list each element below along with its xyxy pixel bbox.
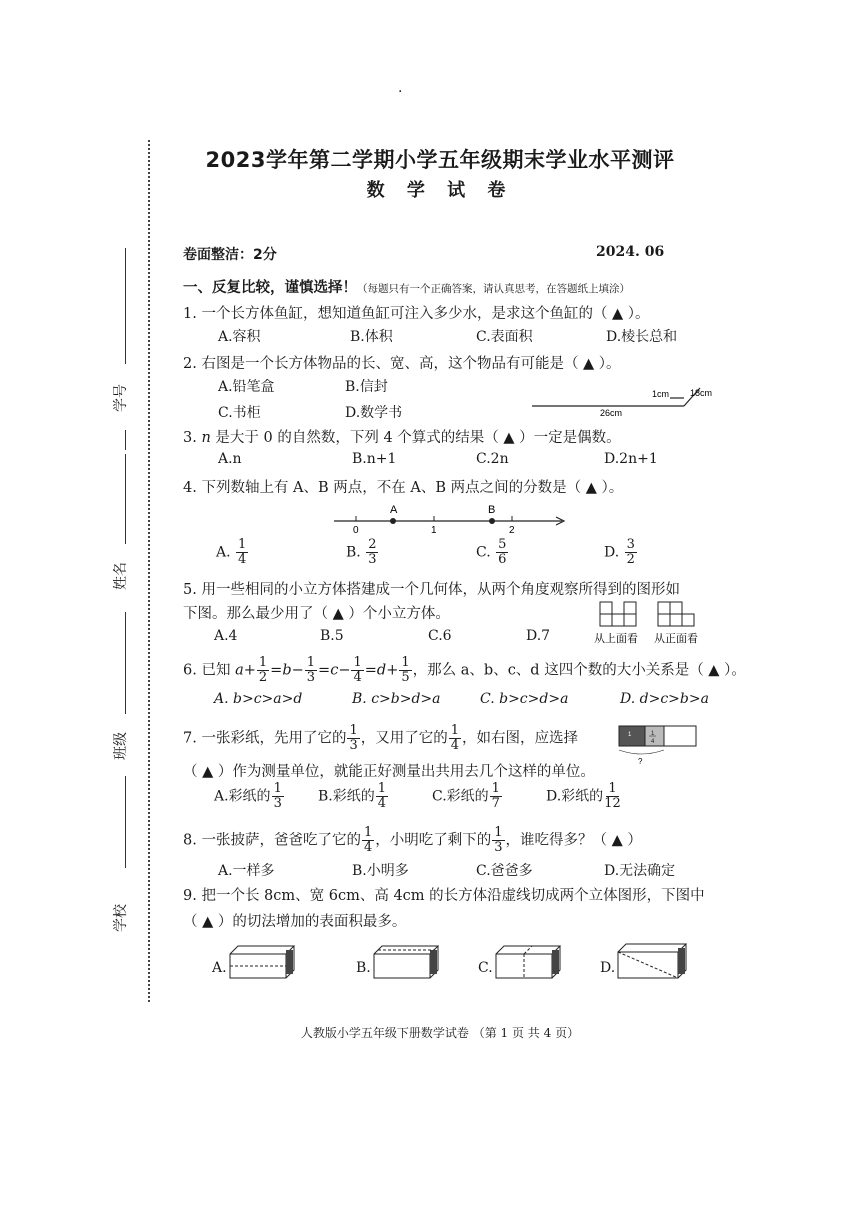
q7-a-den: 3 [273, 796, 282, 811]
question-1: 1. 一个长方体鱼缸，想知道鱼缸可注入多少水，是求这个鱼缸的（ ▲ ）。 [183, 306, 650, 322]
q9-option-a[interactable]: A. [212, 960, 227, 976]
sidebar-school-label: 学校 [113, 904, 129, 932]
q3-option-d[interactable]: D.2n+1 [604, 451, 658, 467]
exam-date: 2024. 06 [596, 244, 665, 260]
q4-option-d[interactable] [604, 538, 638, 567]
q1-option-c[interactable]: C.表面积 [476, 329, 533, 345]
q3-option-c[interactable]: C.2n [476, 451, 509, 467]
top-dot: · [398, 84, 403, 100]
q5-option-b[interactable]: B.5 [320, 628, 344, 644]
q4-option-b-label: B. [346, 544, 361, 561]
question-7-line-2: （ ▲ ）作为测量单位，就能正好测量出共用去几个这样的单位。 [183, 764, 595, 780]
q5-front-view-label: 从正面看 [654, 632, 698, 645]
question-5-line-2: 下图。那么最少用了（ ▲ ）个小立方体。 [183, 606, 450, 622]
q2-option-a[interactable]: A.铅笔盒 [218, 379, 275, 395]
q4-option-a-label: A. [216, 544, 231, 561]
section-note: （每题只有一个正确答案，请认真思考，在答题纸上填涂） [357, 283, 630, 295]
q5-view-figures [594, 598, 710, 646]
q4-option-b[interactable] [346, 538, 379, 567]
q2-label-height: 1cm [652, 389, 670, 399]
binding-dotted-line [148, 140, 150, 1002]
q3-number: 3. [183, 430, 197, 446]
q1-option-b[interactable]: B.体积 [350, 329, 393, 345]
sidebar-student-id-label: 学号 [113, 384, 129, 412]
q2-option-d[interactable]: D.数学书 [345, 405, 403, 421]
q7-option-d[interactable]: D.彩纸的 $\frac{1}{12}$ [546, 781, 621, 811]
q7-c-den: 7 [491, 796, 500, 811]
q7-option-b[interactable]: B.彩纸的 $\frac{1}{4}$ [318, 781, 387, 811]
q9-option-d[interactable]: D. [600, 960, 616, 976]
q6-option-b[interactable]: B. c>b>d>a [352, 691, 441, 707]
q4-point-a: A [390, 504, 398, 516]
question-8: 8. 一张披萨，爸爸吃了它的 $\frac{1}{4}$ ，小明吃了剩下的 $\frac{1}{3}$ ，谁吃得多？（ ▲ ） [183, 825, 642, 855]
q4-d-num: 3 [626, 537, 635, 552]
sidebar-name-label: 姓名 [113, 562, 129, 590]
section-title: 一、反复比较，谨慎选择！ [183, 280, 357, 296]
q8-t1: 8. 一张披萨，爸爸吃了它的 [183, 832, 361, 849]
q5-option-d[interactable]: D.7 [526, 628, 551, 644]
q4-option-c[interactable] [476, 538, 509, 567]
q7-c-label: C.彩纸的 [432, 788, 489, 805]
q3-option-a[interactable]: A.n [218, 451, 242, 467]
q7-a-label: A.彩纸的 [214, 788, 271, 805]
question-3 [183, 426, 621, 447]
sidebar-student-id-line [125, 248, 126, 364]
q9-option-c[interactable]: C. [478, 960, 493, 976]
sidebar-class-line-2 [125, 776, 126, 868]
q4-a-den: 4 [238, 552, 247, 567]
q7-fig-question-mark: ? [638, 757, 643, 766]
q7-b-label: B.彩纸的 [318, 788, 375, 805]
q7-t2: ，又用了它的 [360, 730, 448, 747]
question-7-line-1: 7. 一张彩纸，先用了它的 $\frac{1}{3}$ ，又用了它的 $\frac{1}{4}$ ，如右图，应选择 [183, 723, 579, 753]
q4-c-num: 5 [498, 537, 507, 552]
q2-label-width: 18cm [690, 388, 713, 398]
q4-tick-2: 2 [509, 525, 515, 536]
question-5-line-1: 5. 用一些相同的小立方体搭建成一个几何体，从两个角度观察所得到的图形如 [183, 582, 680, 598]
neatness-score: 卷面整洁：2分 [183, 247, 277, 263]
q7-b-den: 4 [377, 796, 387, 811]
page-footer: 人教版小学五年级下册数学试卷 （第 1 页 共 4 页） [300, 1026, 580, 1040]
q1-option-d[interactable]: D.棱长总和 [606, 329, 678, 345]
svg-text:1: 1 [628, 732, 632, 738]
q2-label-length: 26cm [600, 408, 623, 418]
q4-number-line [330, 502, 570, 538]
q2-option-b[interactable]: B.信封 [345, 379, 388, 395]
q7-option-c[interactable]: C.彩纸的 $\frac{1}{7}$ [432, 781, 500, 811]
q4-option-c-label: C. [476, 544, 491, 561]
question-4: 4. 下列数轴上有 A、B 两点，不在 A、B 两点之间的分数是（ ▲ ）。 [183, 480, 624, 496]
q4-tick-0: 0 [353, 525, 359, 536]
q2-option-c[interactable]: C.书柜 [218, 405, 261, 421]
q6-suffix: ，那么 a、b、c、d 这四个数的大小关系是（ ▲ ）。 [412, 662, 746, 679]
q2-dimension-figure [528, 382, 728, 418]
q3-variable: n [201, 430, 211, 446]
q7-t3: ，如右图，应选择 [462, 730, 579, 747]
sidebar-class-line [125, 612, 126, 714]
q4-option-a[interactable] [216, 538, 249, 567]
q5-option-a[interactable]: A.4 [214, 628, 238, 644]
q3-option-b[interactable]: B.n+1 [352, 451, 397, 467]
q5-top-view-label: 从上面看 [594, 632, 638, 645]
q4-point-b: B [488, 504, 496, 516]
sidebar-student-id-line-2 [125, 430, 126, 450]
exam-title: 2023学年第二学期小学五年级期末学业水平测评 [205, 148, 675, 172]
q9-option-b[interactable]: B. [356, 960, 371, 976]
q3-text: 是大于 0 的自然数，下列 4 个算式的结果（ ▲ ）一定是偶数。 [215, 430, 621, 446]
q9-cuboid-a [226, 942, 296, 982]
question-9-line-1: 9. 把一个长 8cm、宽 6cm、高 4cm 的长方体沿虚线切成两个立体图形，下图中 [183, 888, 705, 904]
q7-d-label: D.彩纸的 [546, 788, 604, 805]
sidebar-class-label: 班级 [113, 732, 129, 760]
q9-cuboid-c [492, 942, 562, 982]
sidebar-name-line [125, 454, 126, 544]
exam-subtitle: 数 学 试 卷 [366, 180, 514, 201]
q9-cuboid-d [614, 940, 690, 982]
q8-option-a[interactable]: A.一样多 [218, 863, 275, 879]
q8-t2: ，小明吃了剩下的 [375, 832, 492, 849]
q4-d-den: 2 [626, 552, 635, 567]
q5-option-c[interactable]: C.6 [428, 628, 452, 644]
q6-prefix: 6. 已知 [183, 662, 231, 679]
svg-text:4: 4 [651, 739, 655, 745]
question-6: 6. 已知 a+ $\frac{1}{2}$ =b− $\frac{1}{3}$ =c− $\frac{1}{4}$ =d+ $\frac{1}{5}$ ，那么 a、b、c、d 这四个数的大小关系是（ ▲ ）。 [183, 655, 746, 685]
q6-option-d[interactable]: D. d>c>b>a [620, 691, 709, 707]
q6-option-a[interactable]: A. b>c>a>d [214, 691, 303, 707]
q8-option-b[interactable]: B.小明多 [352, 863, 409, 879]
section-heading [183, 276, 630, 297]
q7-t1: 7. 一张彩纸，先用了它的 [183, 730, 347, 747]
q4-b-num: 2 [368, 537, 377, 552]
q4-option-d-label: D. [604, 544, 620, 561]
q4-a-num: 1 [238, 537, 247, 552]
q8-t3: ，谁吃得多？（ ▲ ） [505, 832, 642, 849]
question-2: 2. 右图是一个长方体物品的长、宽、高，这个物品有可能是（ ▲ ）。 [183, 356, 621, 372]
question-9-line-2: （ ▲ ）的切法增加的表面积最多。 [183, 914, 407, 930]
q6-option-c[interactable]: C. b>c>d>a [480, 691, 569, 707]
q9-cuboid-b [370, 942, 440, 982]
q7-paper-figure [618, 724, 698, 766]
svg-text:1: 1 [651, 731, 655, 737]
q4-tick-1: 1 [431, 525, 437, 536]
q1-option-a[interactable]: A.容积 [218, 329, 261, 345]
q7-d-den: 12 [604, 796, 621, 811]
q4-b-den: 3 [368, 552, 377, 567]
q8-option-c[interactable]: C.爸爸多 [476, 863, 533, 879]
q4-c-den: 6 [498, 552, 507, 567]
q8-option-d[interactable]: D.无法确定 [604, 863, 676, 879]
q7-option-a[interactable]: A.彩纸的 $\frac{1}{3}$ [214, 781, 282, 811]
